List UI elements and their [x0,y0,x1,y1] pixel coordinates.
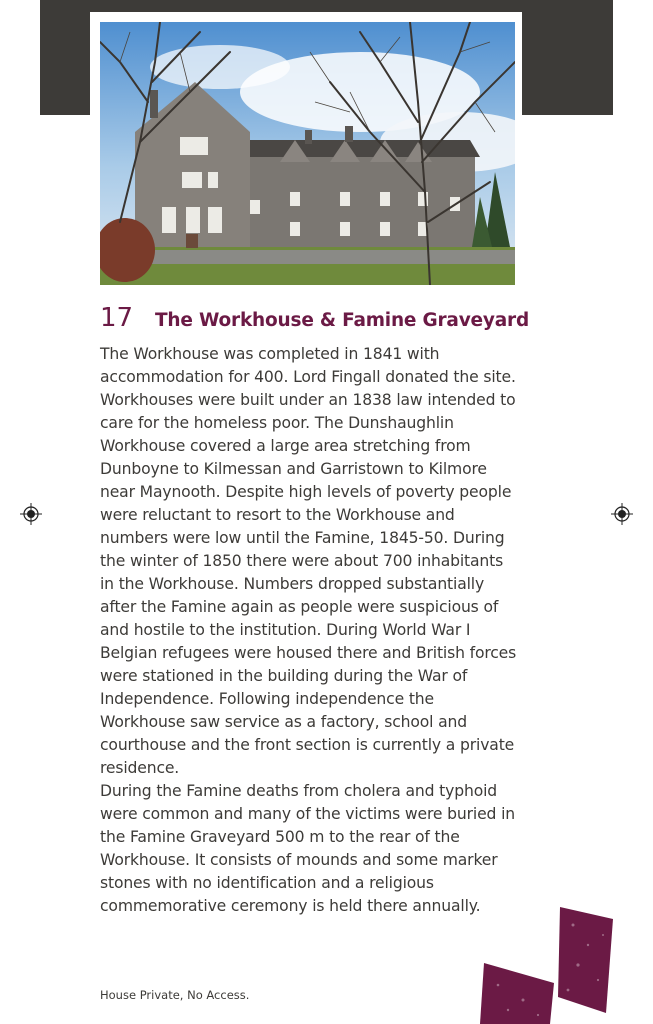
crosshair-target-icon [20,503,42,525]
access-note: House Private, No Access. [100,988,250,1002]
workhouse-photo [100,22,515,285]
entry-number: 17 [100,303,134,333]
crosshair-target-icon [611,503,633,525]
description-paragraph: During the Famine deaths from cholera and typhoid were common and many of the victims were buried in the Famine Graveyard 500 m to the rear of the Workhouse. It consists of mounds and some marker stones with no identification and a religious commemorative ceremony is held there annually. [100,782,515,915]
entry-description [100,343,520,918]
decorative-shapes [478,905,653,1024]
description-paragraph: The Workhouse was completed in 1841 with accommodation for 400. Lord Fingall donated the site. Workhouses were built under an 1838 law intended to care for the homeless poor. The Dunshaughlin Workhouse covered a large area stretching from Dunboyne to Kilmessan and Garristown to Kilmore near Maynooth. Despite high levels of poverty people were reluctant to resort to the Workhouse and numbers were low until the Famine, 1845-50. During the winter of 1850 there were about 700 inhabitants in the Workhouse. Numbers dropped substantially after the Famine again as people were suspicious of and hostile to the institution. During World War I Belgian refugees were housed there and British forces were stationed in the building during the War of Independence. Following independence the Workhouse saw service as a factory, school and courthouse and the front section is currently a private residence. [100,345,517,777]
entry-title: The Workhouse & Famine Graveyard [155,310,530,331]
entry-heading [100,303,540,339]
